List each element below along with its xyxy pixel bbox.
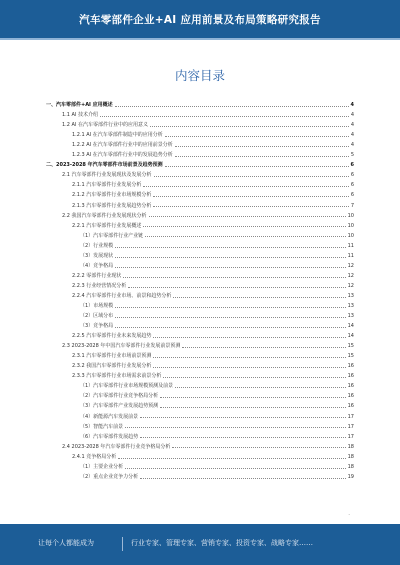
toc-entry-text: 2.1 汽车零部件行业发展现状及发展分析 [62, 172, 152, 179]
toc-entry-text: （2）汽车零部件行业竞争格局分析 [80, 393, 159, 400]
toc-entry[interactable] [46, 430, 354, 440]
toc-page-number: 19 [347, 473, 354, 480]
toc-page-number: 14 [347, 323, 354, 330]
toc-leader-dots [182, 347, 345, 348]
toc-entry-text: 1.2.1 AI 在汽车零部件制造中的应用分析 [72, 132, 163, 139]
toc-leader-dots [140, 478, 345, 479]
table-of-contents [46, 98, 354, 480]
toc-page-number: 5 [350, 152, 354, 159]
toc-entry[interactable] [46, 349, 354, 359]
footer-divider [122, 537, 123, 551]
toc-leader-dots [100, 116, 349, 117]
toc-page-number: 6 [350, 162, 354, 169]
toc-page-number: 17 [347, 433, 354, 440]
toc-entry[interactable] [46, 379, 354, 389]
toc-entry-text: （3）竞争格局 [80, 323, 114, 330]
toc-entry[interactable] [46, 269, 354, 279]
toc-leader-dots [115, 247, 345, 248]
toc-page-number: 4 [350, 112, 354, 119]
toc-leader-dots [123, 277, 345, 278]
toc-entry-text: （4）竞争格局 [80, 262, 114, 269]
toc-leader-dots [125, 427, 345, 428]
footer-slogan-right: 行业专家、管理专家、营销专家、投资专家、战略专家…… [131, 539, 313, 547]
toc-page-number: 4 [350, 102, 354, 109]
toc-entry-text: （2）重点企业竞争力分析 [80, 473, 139, 480]
toc-entry[interactable] [46, 158, 354, 168]
toc-entry-text: （5）智能汽车前景 [80, 423, 124, 430]
toc-leader-dots [172, 447, 345, 448]
toc-entry[interactable] [46, 108, 354, 118]
toc-entry[interactable] [46, 138, 354, 148]
toc-page-number: 12 [347, 272, 354, 279]
toc-entry[interactable] [46, 329, 354, 339]
toc-page-number: 4 [350, 142, 354, 149]
toc-entry-text: （1）汽车零部件行业市场规模预测及前景 [80, 383, 174, 390]
toc-entry-text: （1）主要企业分析 [80, 463, 124, 470]
toc-entry-text: （6）汽车零部件发展趋势 [80, 433, 139, 440]
toc-leader-dots [115, 267, 345, 268]
toc-page-number: 11 [347, 252, 354, 259]
toc-leader-dots [115, 327, 345, 328]
toc-leader-dots [153, 357, 345, 358]
toc-entry[interactable] [46, 389, 354, 399]
toc-entry[interactable] [46, 440, 354, 450]
toc-leader-dots [140, 417, 345, 418]
toc-leader-dots [115, 317, 345, 318]
toc-leader-dots [160, 397, 345, 398]
toc-entry[interactable] [46, 309, 354, 319]
toc-entry[interactable] [46, 470, 354, 480]
toc-page-number: 11 [347, 242, 354, 249]
report-title: 汽车零部件企业+AI 应用前景及布局策略研究报告 [79, 13, 321, 26]
toc-page-number: 16 [347, 383, 354, 390]
toc-entry[interactable] [46, 359, 354, 369]
toc-leader-dots [173, 297, 345, 298]
toc-page-number: 4 [350, 122, 354, 129]
header-divider [0, 38, 400, 40]
toc-entry[interactable] [46, 369, 354, 379]
toc-leader-dots [145, 236, 345, 237]
toc-entry-text: 2.2.1 汽车零部件行业发展概述 [72, 222, 142, 229]
toc-page-number: 13 [347, 292, 354, 299]
toc-entry[interactable] [46, 98, 354, 108]
toc-leader-dots [143, 186, 348, 187]
toc-page-number: 13 [347, 302, 354, 309]
toc-page-number: 17 [347, 413, 354, 420]
toc-page-number: 17 [347, 423, 354, 430]
toc-leader-dots [175, 146, 349, 147]
toc-entry[interactable] [46, 299, 354, 309]
toc-page-number: 18 [347, 453, 354, 460]
toc-entry[interactable] [46, 399, 354, 409]
toc-entry-text: 二、2023-2028 年汽车零部件市场前景及趋势预测 [46, 162, 163, 169]
toc-entry-text: （2）区域分布 [80, 313, 114, 320]
toc-page-number: 16 [347, 363, 354, 370]
toc-leader-dots [143, 226, 345, 227]
toc-entry[interactable] [46, 168, 354, 178]
toc-leader-dots [154, 176, 349, 177]
toc-entry[interactable] [46, 178, 354, 188]
toc-entry-text: 2.3.2 我国汽车零部件行业发展分析 [72, 363, 152, 370]
toc-entry-text: （1）汽车零部件行业产业链 [80, 232, 144, 239]
toc-page-number: 15 [347, 343, 354, 350]
toc-page-number: 4 [350, 132, 354, 139]
footer-slogan-left: 让每个人都能成为 [38, 539, 94, 547]
toc-page-number: 16 [347, 373, 354, 380]
toc-entry[interactable] [46, 229, 354, 239]
toc-entry[interactable] [46, 289, 354, 299]
toc-entry-text: 2.2 我国汽车零部件行业发展现状分析 [62, 212, 147, 219]
toc-entry-text: 2.1.3 汽车零部件行业发展趋势分析 [72, 202, 152, 209]
toc-entry-text: 2.4.1 竞争格局分析 [72, 453, 117, 460]
toc-leader-dots [115, 307, 345, 308]
toc-entry[interactable] [46, 259, 354, 269]
toc-page-number: 18 [347, 443, 354, 450]
toc-entry[interactable] [46, 319, 354, 329]
toc-entry[interactable] [46, 118, 354, 128]
toc-entry[interactable] [46, 450, 354, 460]
toc-entry-text: （4）新能源汽车发展前景 [80, 413, 139, 420]
toc-entry-text: 2.2.5 汽车零部件行业未来发展趋势 [72, 333, 152, 340]
toc-page-number: 7 [350, 202, 354, 209]
toc-entry-text: 2.4 2023-2028 年汽车零部件行业竞争格局分析 [62, 443, 171, 450]
toc-page-number: 10 [347, 232, 354, 239]
toc-page-number: 18 [347, 463, 354, 470]
toc-entry[interactable] [46, 409, 354, 419]
toc-leader-dots [153, 206, 348, 207]
toc-leader-dots [125, 468, 345, 469]
toc-entry[interactable] [46, 249, 354, 259]
toc-page-number: 16 [347, 393, 354, 400]
toc-entry-text: 2.2.2 零部件行业现状 [72, 272, 122, 279]
toc-entry-text: 1.1 AI 技术介绍 [62, 112, 99, 119]
toc-leader-dots [128, 287, 345, 288]
toc-leader-dots [163, 377, 345, 378]
toc-entry[interactable] [46, 128, 354, 138]
toc-page-number: 16 [347, 403, 354, 410]
toc-entry-text: 2.2.4 汽车零部件行业市场、前景和趋势分析 [72, 292, 172, 299]
toc-entry[interactable] [46, 148, 354, 158]
toc-leader-dots [153, 337, 345, 338]
toc-page-number: 13 [347, 313, 354, 320]
toc-page-number: 15 [347, 353, 354, 360]
toc-page-number: 6 [350, 182, 354, 189]
toc-leader-dots [150, 126, 349, 127]
toc-entry[interactable] [46, 219, 354, 229]
toc-leader-dots [115, 106, 349, 107]
toc-entry-text: 2.2.3 行业经营情况分析 [72, 282, 127, 289]
toc-entry-text: 1.2.2 AI 在汽车零部件行业中的应用前景分析 [72, 142, 173, 149]
toc-page-number: 12 [347, 282, 354, 289]
report-header [0, 0, 400, 38]
footer-banner [0, 524, 400, 565]
toc-entry[interactable] [46, 188, 354, 198]
toc-entry[interactable] [46, 420, 354, 430]
toc-entry-text: 1.2 AI 在汽车零部件行业中的应用意义 [62, 122, 149, 129]
toc-entry-text: 2.1.2 汽车零部件行业市场规模分析 [72, 192, 152, 199]
toc-heading: 内容目录 [174, 68, 225, 83]
toc-leader-dots [153, 196, 348, 197]
toc-entry[interactable] [46, 279, 354, 289]
toc-entry-text: 一、汽车零部件+AI 应用概述 [46, 102, 113, 109]
toc-leader-dots [115, 257, 345, 258]
toc-entry-text: 2.1.1 汽车零部件行业发展分析 [72, 182, 142, 189]
toc-leader-dots [140, 437, 345, 438]
toc-entry[interactable] [46, 198, 354, 208]
toc-leader-dots [175, 156, 349, 157]
toc-entry-text: （3）发展现状 [80, 252, 114, 259]
toc-entry[interactable] [46, 209, 354, 219]
toc-entry-text: （3）汽车零部件产业发展趋势预测 [80, 403, 159, 410]
toc-page-number: 12 [347, 262, 354, 269]
toc-entry[interactable] [46, 460, 354, 470]
toc-entry-text: （2）行业规模 [80, 242, 114, 249]
toc-entry-text: 2.3.3 汽车零部件行业市场需求前景分析 [72, 373, 162, 380]
toc-page-number: 6 [350, 172, 354, 179]
toc-entry-text: 2.3 2023-2028 年中国汽车零部件行业发展前景预测 [62, 343, 181, 350]
page-marker: - [348, 512, 350, 517]
toc-page-number: 10 [347, 222, 354, 229]
toc-leader-dots [175, 387, 345, 388]
toc-leader-dots [165, 136, 349, 137]
toc-leader-dots [165, 166, 349, 167]
toc-leader-dots [118, 458, 345, 459]
toc-entry[interactable] [46, 339, 354, 349]
toc-entry-text: （1）市场规模 [80, 302, 114, 309]
toc-page-number: 6 [350, 192, 354, 199]
toc-leader-dots [149, 216, 346, 217]
toc-entry-text: 2.3.1 汽车零部件行业市场前景预测 [72, 353, 152, 360]
toc-page-number: 14 [347, 333, 354, 340]
toc-leader-dots [153, 367, 345, 368]
toc-page-number: 10 [347, 212, 354, 219]
toc-entry-text: 1.2.3 AI 在汽车零部件行业中的发展趋势分析 [72, 152, 173, 159]
toc-entry[interactable] [46, 239, 354, 249]
toc-leader-dots [160, 407, 345, 408]
